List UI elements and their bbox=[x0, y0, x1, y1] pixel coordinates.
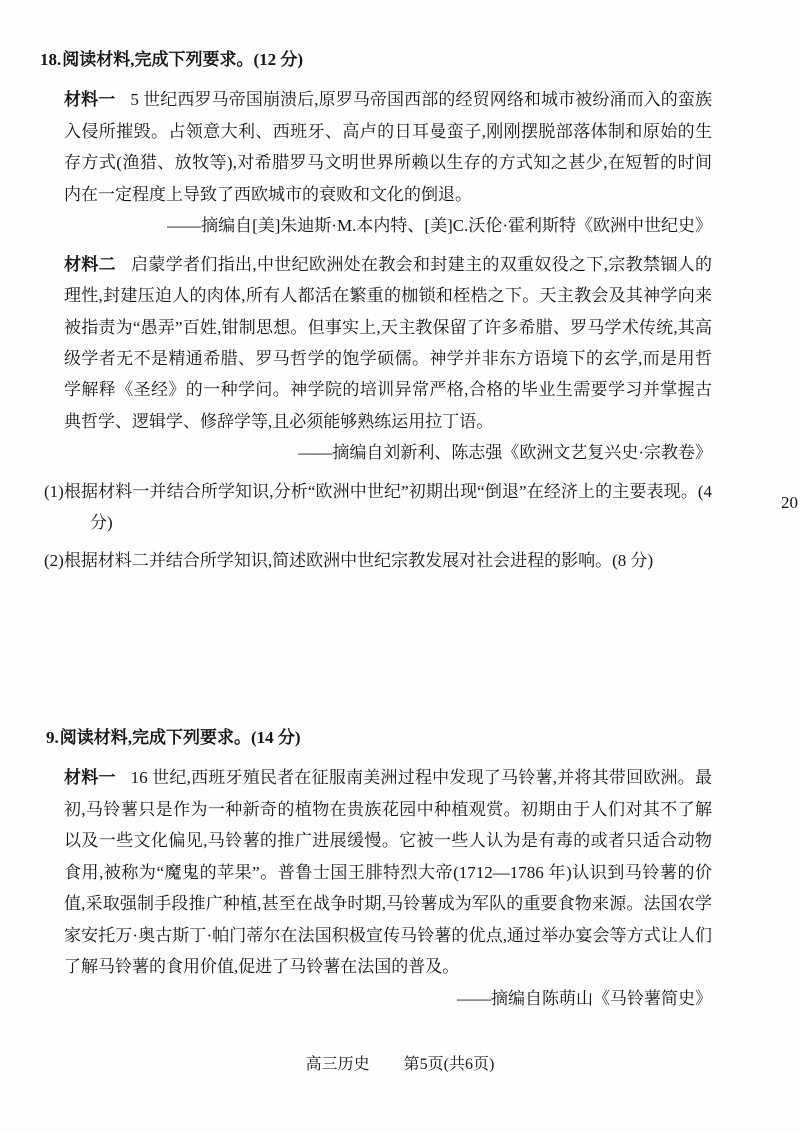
question-19-materials bbox=[64, 762, 712, 1014]
material-label: 材料二 bbox=[64, 254, 117, 274]
page-footer bbox=[0, 1050, 800, 1080]
material-paragraph bbox=[64, 762, 712, 982]
question-18-number: 18. bbox=[40, 50, 62, 69]
question-18-materials bbox=[64, 84, 712, 468]
material-source: ——摘编自陈萌山《马铃薯简史》 bbox=[457, 988, 712, 1008]
question-18-head bbox=[40, 44, 712, 75]
material-text: 16 世纪,西班牙殖民者在征服南美洲过程中发现了马铃薯,并将其带回欧洲。最初,马铃薯只是作为一种新奇的植物在贵族花园中种植观赏。初期由于人们对其不了解以及一些文化偏见,马铃薯的推广进展缓慢。它被一些人认为是有毒的或者只适合动物食用,被称为“魔鬼的苹果”。普鲁士国王腓特烈大帝(1712—1786 年)认识到马铃薯的价值,采取强制手段推广种植,甚至在战争时期,马铃薯成为军队的重要食物来源。法国农学家安托万·奥古斯丁·帕门蒂尔在法国积极宣传马铃薯的优点,通过举办宴会等方式让人们了解马铃薯的食用价值,促进了马铃薯在法国的普及。 bbox=[64, 768, 713, 977]
question-19 bbox=[40, 722, 712, 1014]
material-text: 启蒙学者们指出,中世纪欧洲处在教会和封建主的双重奴役之下,宗教禁锢人的理性,封建压迫人的肉体,所有人都活在繁重的枷锁和桎梏之下。天主教会及其神学向来被指责为“愚弄”百姓,钳制思想。但事实上,天主教保留了许多希腊、罗马学术传统,其高级学者无不是精通希腊、罗马哲学的饱学硕儒。神学并非东方语境下的玄学,而是用哲学解释《圣经》的一种学问。神学院的培训异常严格,合格的毕业生需要学习并掌握古典哲学、逻辑学、修辞学等,且必须能够熟练运用拉丁语。 bbox=[64, 254, 713, 431]
material-source: ——摘编自[美]朱迪斯·M.本内特、[美]C.沃伦·霍利斯特《欧洲中世纪史》 bbox=[167, 216, 712, 236]
subquestion-1: (1)根据材料一并结合所学知识,分析“欧洲中世纪”初期出现“倒退”在经济上的主要表现。(4 分) bbox=[44, 481, 712, 533]
material-label: 材料一 bbox=[64, 768, 116, 788]
question-18 bbox=[40, 44, 712, 576]
subquestion-2: (2)根据材料二并结合所学知识,简述欧洲中世纪宗教发展对社会进程的影响。(8 分) bbox=[44, 550, 654, 570]
question-19-prompt: 阅读材料,完成下列要求。(14 分) bbox=[59, 728, 301, 747]
footer-page-number: 第5页(共6页) bbox=[403, 1056, 495, 1073]
material-source: ——摘编自刘新利、陈志强《欧洲文艺复兴史·宗教卷》 bbox=[298, 443, 712, 463]
material-paragraph bbox=[64, 249, 712, 438]
footer-course-label: 高三历史 bbox=[305, 1056, 370, 1073]
question-19-head bbox=[46, 722, 712, 753]
edge-page-fragment: 20 bbox=[781, 493, 798, 512]
question-19-number: 9. bbox=[46, 728, 59, 747]
material-paragraph bbox=[64, 84, 712, 210]
material-label: 材料一 bbox=[64, 90, 116, 110]
question-18-prompt: 阅读材料,完成下列要求。(12 分) bbox=[62, 50, 304, 69]
material-text: 5 世纪西罗马帝国崩溃后,原罗马帝国西部的经贸网络和城市被纷涌而入的蛮族入侵所摧毁。占领意大利、西班牙、高卢的日耳曼蛮子,刚刚摆脱部落体制和原始的生存方式(渔猎、放牧等),对希腊罗马文明世界所赖以生存的方式知之甚少,在短暂的时间内在一定程度上导致了西欧城市的衰败和文化的倒退。 bbox=[64, 90, 713, 204]
